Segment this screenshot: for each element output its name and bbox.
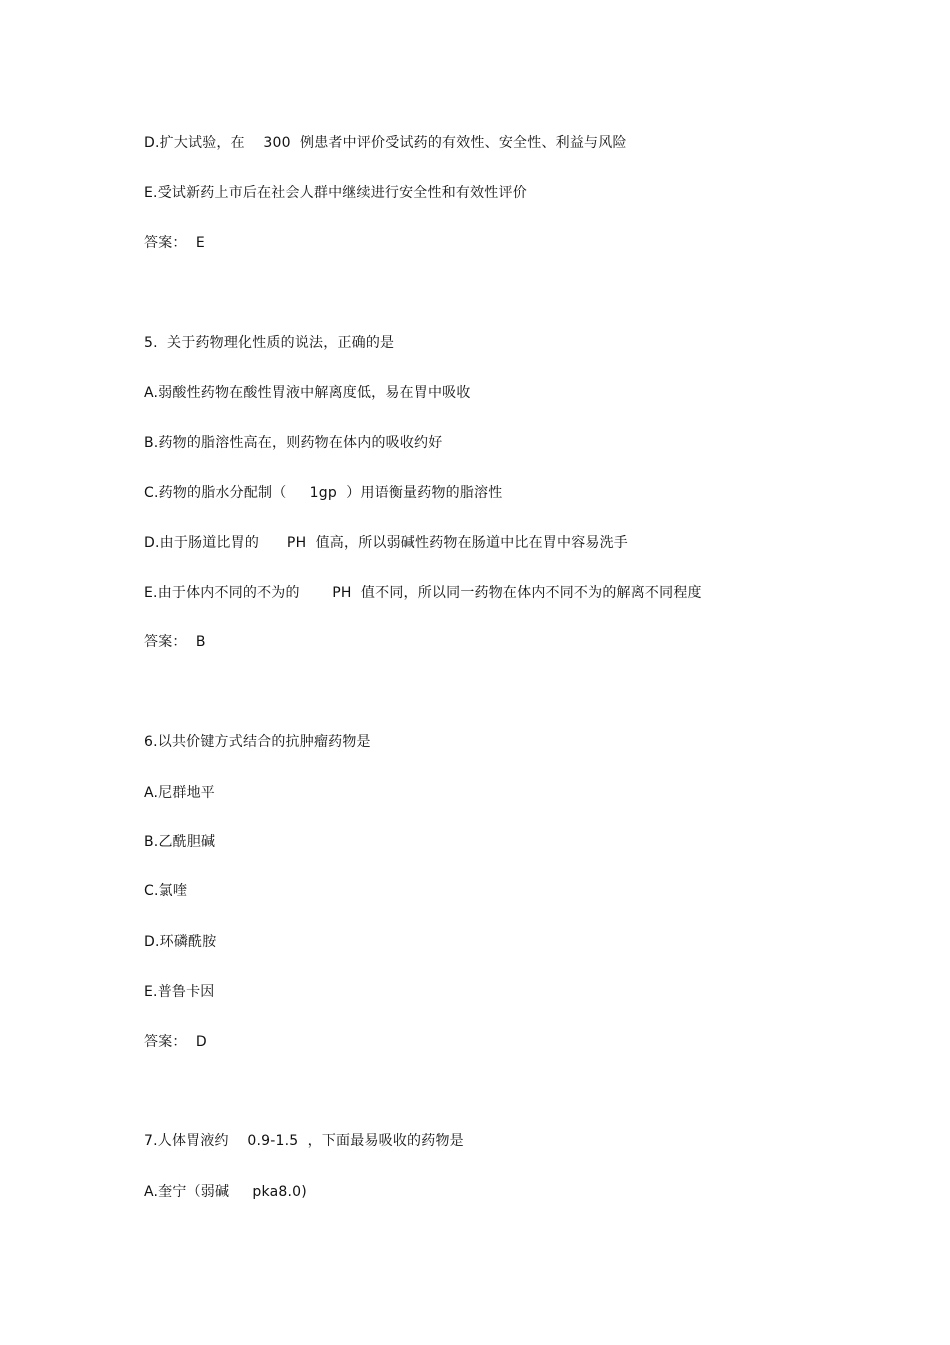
q5-answer: 答案： B [144,634,206,650]
q4-option-e: E.受试新药上市后在社会人群中继续进行安全性和有效性评价 [144,185,527,201]
q7-option-a: A.奎宁（弱碱 pka8.0) [144,1184,307,1200]
q6-question: 6.以共价键方式结合的抗肿瘤药物是 [144,734,371,750]
q6-option-c: C.氯喹 [144,883,188,899]
q5-option-d: D.由于肠道比胃的 PH 值高，所以弱碱性药物在肠道中比在胃中容易洗手 [144,535,628,551]
q7-question: 7.人体胃液约 0.9-1.5 ，下面最易吸收的药物是 [144,1133,464,1149]
q5-option-a: A.弱酸性药物在酸性胃液中解离度低，易在胃中吸收 [144,385,471,401]
q6-option-d: D.环磷酰胺 [144,934,217,950]
q6-option-a: A.尼群地平 [144,785,215,801]
q4-answer: 答案： E [144,235,205,251]
q5-option-c: C.药物的脂水分配制（ 1gp ）用语衡量药物的脂溶性 [144,485,503,501]
q4-option-d: D.扩大试验，在 300 例患者中评价受试药的有效性、安全性、利益与风险 [144,135,627,151]
q6-option-b: B.乙酰胆碱 [144,834,216,850]
q5-option-b: B.药物的脂溶性高在，则药物在体内的吸收约好 [144,435,443,451]
q5-question: 5. 关于药物理化性质的说法，正确的是 [144,335,395,351]
q6-option-e: E.普鲁卡因 [144,984,215,1000]
q5-option-e: E.由于体内不同的不为的 PH 值不同，所以同一药物在体内不同不为的解离不同程度 [144,585,702,601]
q6-answer: 答案： D [144,1034,207,1050]
